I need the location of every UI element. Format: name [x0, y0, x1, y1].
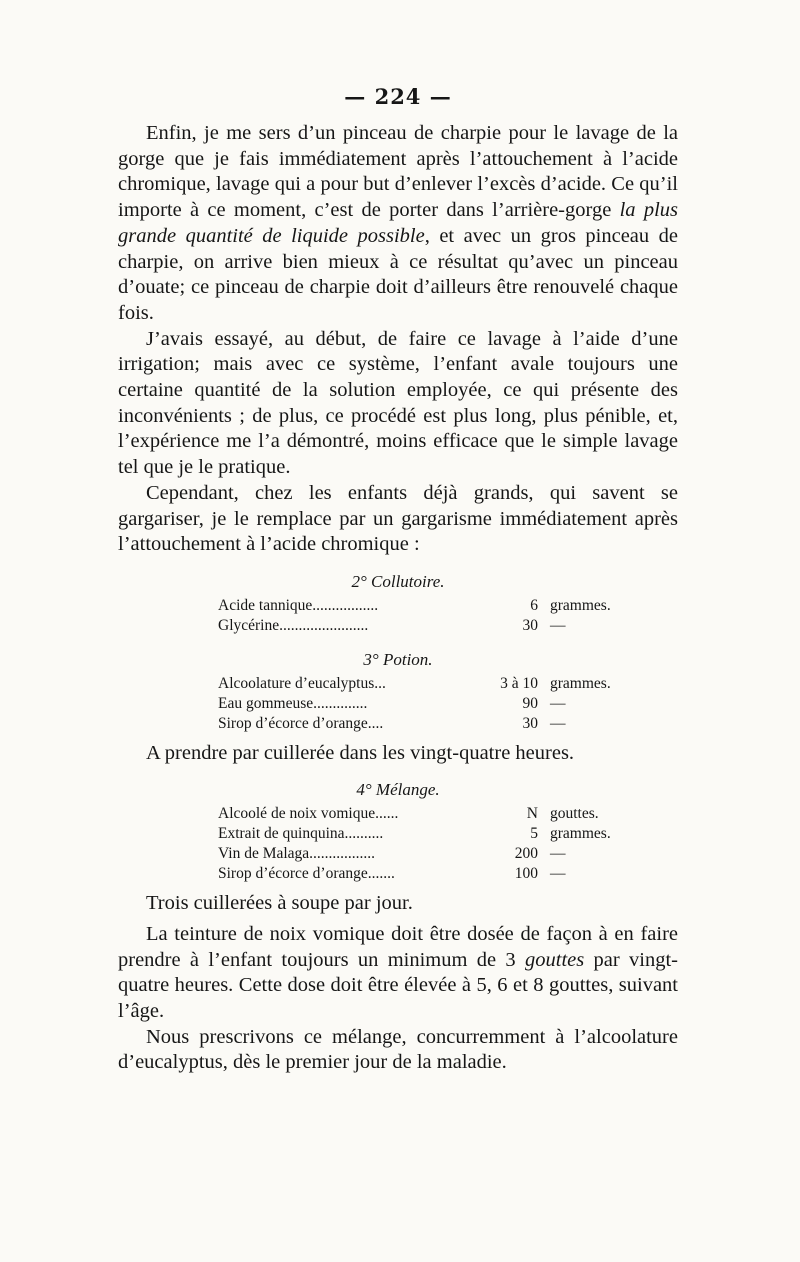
recipe-row: [218, 864, 670, 884]
p4-text-a: La teinture de noix vomique doit être dosée de façon à en faire prendre à l’enfant toujours un minimum de 3: [118, 922, 678, 971]
recipe-collutoire: [218, 596, 670, 636]
paragraph-noix-vomique: [118, 922, 678, 1025]
ingredient: Sirop d’écorce d’orange....: [218, 714, 384, 732]
recipe-potion: [218, 674, 670, 734]
quantity: 90: [522, 694, 538, 712]
ingredient: Acide tannique.................: [218, 596, 379, 614]
p1-text-b: , et avec un gros pinceau de charpie, on arrive bien mieux à ce résultat qu’avec un pinceau d’ouate; ce pinceau de charpie doit d’ailleurs être renouvelé chaque fois.: [118, 224, 678, 324]
ingredient: Vin de Malaga.................: [218, 844, 376, 862]
p4-italic: gouttes: [525, 948, 585, 971]
unit: grammes.: [550, 674, 611, 692]
quantity: 200: [514, 844, 538, 862]
ingredient: Alcoolature d’eucalyptus...: [218, 674, 386, 692]
quantity: N: [526, 804, 538, 822]
unit: —: [550, 864, 566, 882]
unit: grammes.: [550, 596, 611, 614]
unit: —: [550, 844, 566, 862]
paragraph-lavage: [118, 121, 678, 327]
recipe-row: [218, 674, 670, 694]
recipe-row: [218, 824, 670, 844]
dosage-potion: A prendre par cuillerée dans les vingt-quatre heures.: [146, 741, 575, 764]
recipe-row: [218, 596, 670, 616]
paragraph-irrigation: J’avais essayé, au début, de faire ce lavage à l’aide d’une irrigation; mais avec ce système, l’enfant avale toujours une certaine quantité de la solution employée, ce qui présente des inconvénients ; de plus, ce procédé est plus long, plus pénible, et, l’expérience me l’a démontré, moins efficace que le simple lavage tel que je le pratique.: [118, 327, 678, 479]
recipe-row: [218, 616, 670, 636]
quantity: 100: [514, 864, 538, 882]
unit: —: [550, 714, 566, 732]
ingredient: Extrait de quinquina..........: [218, 824, 384, 842]
paragraph-gargarisme: Cependant, chez les enfants déjà grands, qui savent se gargariser, je le remplace par un gargarisme immédiatement après l’attouchement à l’acide chromique :: [118, 481, 678, 556]
quantity: 30: [522, 616, 538, 634]
ingredient: Glycérine.......................: [218, 616, 369, 634]
recipe-row: [218, 804, 670, 824]
unit: —: [550, 694, 566, 712]
quantity: 5: [530, 824, 538, 842]
ingredient: Alcoolé de noix vomique......: [218, 804, 399, 822]
unit: —: [550, 616, 566, 634]
page-number: — 224 —: [344, 84, 452, 109]
ingredient: Sirop d’écorce d’orange.......: [218, 864, 395, 882]
recipe-row: [218, 714, 670, 734]
recipe-title-potion: 3° Potion.: [363, 649, 433, 669]
dosage-melange: Trois cuillerées à soupe par jour.: [146, 891, 413, 914]
recipe-title-collutoire: 2° Collutoire.: [351, 571, 445, 591]
ingredient: Eau gommeuse..............: [218, 694, 368, 712]
quantity: 30: [522, 714, 538, 732]
unit: grammes.: [550, 824, 611, 842]
recipe-melange: [218, 804, 670, 884]
p1-italic: la plus grande quantité de liquide possible: [118, 199, 678, 247]
recipe-row: [218, 694, 670, 714]
recipe-row: [218, 844, 670, 864]
p4-text-b: par vingt-quatre heures. Cette dose doit être élevée à 5, 6 et 8 gouttes, suivant l’âge.: [118, 948, 678, 1023]
unit: gouttes.: [550, 804, 599, 822]
book-page: [118, 84, 678, 1076]
recipe-title-melange: 4° Mélange.: [356, 779, 440, 799]
paragraph-prescription: Nous prescrivons ce mélange, concurremment à l’alcoolature d’eucalyptus, dès le premier jour de la maladie.: [118, 1025, 678, 1074]
p1-text-a: Enfin, je me sers d’un pinceau de charpie pour le lavage de la gorge que je fais immédiatement après l’attouchement à l’acide chromique, lavage qui a pour but d’enlever l’excès d’acide. Ce qu’il importe à ce moment, c’est de porter dans l’arrière-gorge: [118, 122, 678, 222]
quantity: 3 à 10: [500, 674, 538, 692]
quantity: 6: [530, 596, 538, 614]
